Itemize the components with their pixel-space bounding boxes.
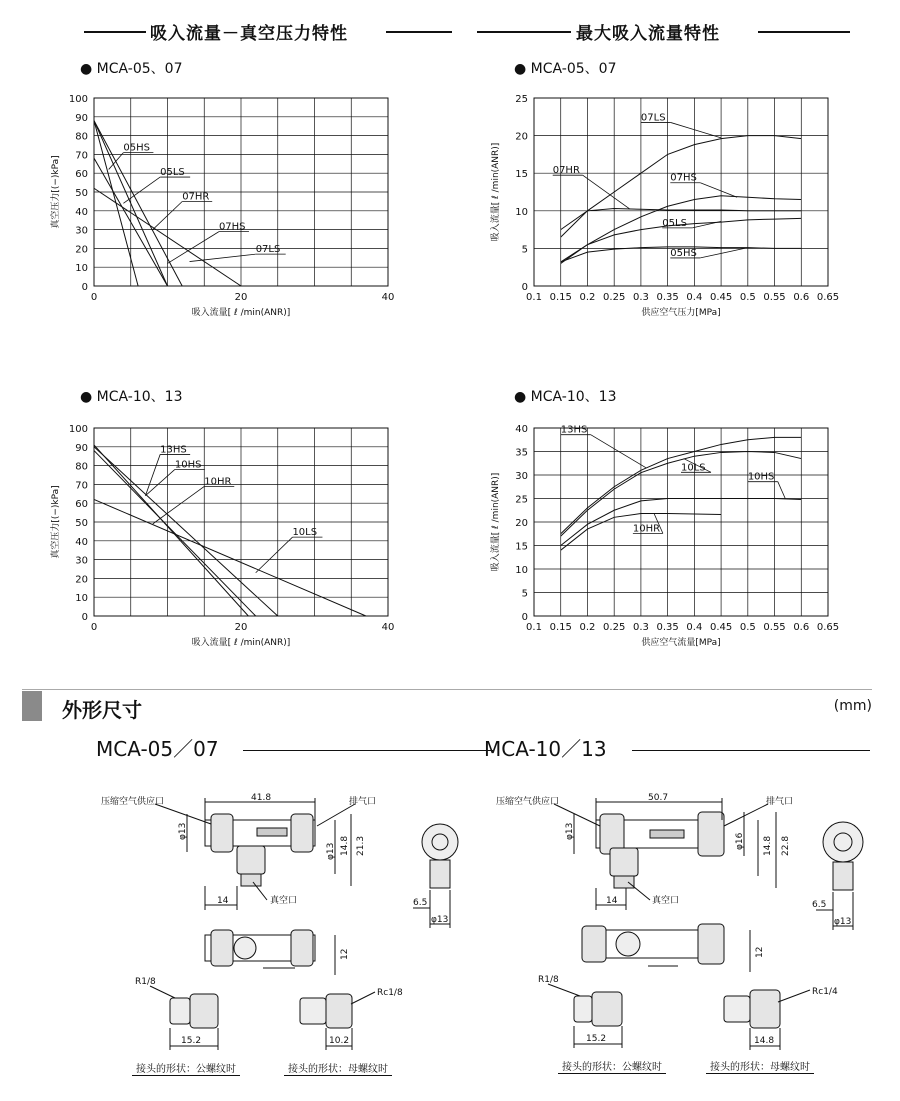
series-label-05ls: 05LS [662,217,687,229]
x-tick-label: 0.35 [656,292,679,303]
x-tick-label: 0.2 [579,292,596,303]
y-tick-label: 70 [75,480,88,492]
dim-height-a: 14.8 [763,835,773,856]
x-axis-label: 吸入流量[ ℓ /min(ANR)] [191,638,291,648]
y-axis-label: 真空压力[(−)kPa] [51,155,61,229]
x-tick-label: 0.55 [763,622,786,633]
label-leader [700,248,748,258]
dimension-drawing-1013 [488,790,868,1090]
series-label-10ls: 10LS [681,462,706,474]
female-length: 10.2 [329,1036,350,1046]
y-tick-label: 40 [75,206,88,218]
caption-male-0507: 接头的形状：公螺纹时 [132,1060,240,1076]
y-tick-label: 40 [75,536,88,548]
model-label-text: MCA-05、07 [96,61,183,77]
dim-side-phi: φ13 [834,917,852,927]
dim-offset: 14 [606,896,618,906]
model-title-1013: MCA-10／13 [484,737,607,761]
dim-height-a: 14.8 [340,835,350,856]
model-rule [243,750,493,751]
y-axis-label: 真空压力[(−)kPa] [51,485,61,559]
y-tick-label: 0 [521,612,528,623]
vacuum-chart-1013 [40,416,430,656]
dim-bottom: 12 [755,946,765,958]
x-tick-label: 0.6 [793,622,810,633]
female-thread-label: Rc1/8 [377,988,403,998]
female-thread-label: Rc1/4 [812,987,838,997]
y-tick-label: 80 [75,131,88,143]
y-tick-label: 10 [75,263,88,275]
series-label-05ls: 05LS [160,167,185,179]
dim-phi-left: φ13 [565,822,575,840]
series-label-07hs: 07HS [218,221,246,233]
dimension-drawing-0507 [95,790,475,1090]
dim-length: 41.8 [251,793,272,803]
dim-phi-left: φ13 [178,822,188,840]
y-tick-label: 30 [515,471,528,482]
section-marker [22,691,42,721]
caption-female-0507: 接头的形状：母螺纹时 [284,1060,392,1076]
x-axis-label: 供应空气流量[MPa] [641,638,721,648]
y-tick-label: 50 [75,188,88,199]
dim-offset: 14 [217,896,229,906]
male-thread-label: R1/8 [135,977,156,987]
x-tick-label: 0.1 [526,292,542,303]
label-exhaust-port: 排气口 [349,797,377,807]
section-title-vacuum: 吸入流量－真空压力特性 [150,24,348,44]
x-tick-label: 40 [381,292,395,303]
maxflow-chart-1013 [480,416,870,656]
y-axis-label: 吸入流量[ ℓ /min(ANR)] [491,142,501,242]
dim-side-phi: φ13 [431,915,449,925]
dim-side: 6.5 [413,898,428,908]
y-axis-label: 吸入流量[ ℓ /min(ANR)] [491,472,501,572]
series-label-07hs: 07HS [670,172,697,184]
series-label-10hr: 10HR [632,523,661,535]
series-label-07hr: 07HR [182,191,210,203]
y-tick-label: 10 [515,565,528,576]
vacuum-chart-0507 [40,86,430,326]
y-tick-label: 90 [75,112,88,124]
chart-model-label: ● MCA-10、13 [80,389,183,405]
title-rule-right-a [477,31,571,33]
y-tick-label: 80 [75,461,88,473]
series-label-13hs: 13HS [560,424,588,436]
x-tick-label: 0.35 [656,622,679,633]
x-tick-label: 0.5 [739,622,756,633]
x-tick-label: 0.45 [709,622,733,633]
title-rule-right-b [758,31,850,33]
chart-model-label: ● MCA-10、13 [514,389,617,405]
y-tick-label: 70 [75,150,88,162]
x-tick-label: 0.3 [632,622,649,633]
y-tick-label: 90 [75,442,88,454]
y-tick-label: 15 [515,169,528,181]
label-leader [700,183,737,198]
y-tick-label: 30 [75,555,88,567]
series-line-10hs [94,451,256,616]
x-axis-label: 吸入流量[ ℓ /min(ANR)] [191,308,291,318]
dimensions-title: 外形尺寸 [62,698,142,722]
series-label-10ls: 10LS [292,527,318,539]
male-thread-label: R1/8 [538,975,559,985]
y-tick-label: 100 [68,424,88,435]
series-label-07ls: 07LS [640,112,666,124]
y-tick-label: 20 [75,244,88,256]
x-tick-label: 0 [90,622,98,633]
model-label-text: MCA-05、07 [530,61,617,77]
caption-female-1013: 接头的形状：母螺纹时 [706,1058,814,1074]
x-tick-label: 0.4 [686,622,703,633]
x-tick-label: 0.15 [549,622,572,633]
label-vacuum-port: 真空口 [270,896,298,906]
x-tick-label: 0.45 [709,292,733,303]
dim-side: 6.5 [812,900,827,910]
label-supply-port: 压缩空气供应口 [101,797,165,807]
x-tick-label: 0.1 [526,622,542,633]
section-divider [22,689,872,690]
series-line-10ls [94,499,366,616]
x-tick-label: 0.2 [579,622,596,633]
x-tick-label: 0.55 [763,292,786,303]
label-leader [583,175,631,209]
series-label-07ls: 07LS [255,244,281,256]
x-tick-label: 20 [234,622,248,633]
series-label-05hs: 05HS [123,142,150,154]
series-label-13hs: 13HS [160,444,187,456]
caption-male-1013: 接头的形状：公螺纹时 [558,1058,666,1074]
x-tick-label: 0 [90,292,98,303]
title-rule-left-b [386,31,452,33]
label-supply-port: 压缩空气供应口 [496,797,560,807]
model-title-0507: MCA-05／07 [96,737,219,761]
x-tick-label: 0.5 [739,292,756,303]
y-tick-label: 0 [81,282,88,293]
model-label-text: MCA-10、13 [530,389,617,405]
series-label-10hs: 10HS [174,459,202,471]
chart-model-label: ● MCA-05、07 [514,61,617,77]
dim-length: 50.7 [648,793,669,803]
x-tick-label: 0.65 [816,622,840,633]
y-tick-label: 20 [515,131,528,143]
series-line-13hs [94,447,278,616]
x-tick-label: 40 [381,622,395,633]
y-tick-label: 35 [515,447,528,459]
dim-phi-right: φ16 [735,832,745,850]
label-leader [256,537,293,573]
x-tick-label: 0.6 [793,292,810,303]
y-tick-label: 20 [515,518,528,529]
title-rule-left-a [84,31,146,33]
label-leader [692,221,721,228]
y-tick-label: 0 [81,612,88,623]
x-tick-label: 0.25 [603,292,626,303]
y-tick-label: 50 [75,518,88,529]
dim-bottom: 12 [340,948,350,960]
series-label-10hs: 10HS [747,471,775,483]
unit-label: (mm) [833,698,872,714]
model-label-text: MCA-10、13 [96,389,183,405]
maxflow-chart-0507 [480,86,870,326]
dim-height-b: 22.8 [781,835,791,856]
series-label-05hs: 05HS [670,247,697,259]
dim-phi-right: φ13 [326,842,336,860]
x-tick-label: 20 [234,292,248,303]
label-leader [778,482,785,499]
y-tick-label: 25 [515,494,528,506]
y-tick-label: 10 [75,593,88,605]
chart-model-label: ● MCA-05、07 [80,61,183,77]
male-length: 15.2 [586,1034,607,1044]
dim-height-b: 21.3 [356,835,366,856]
label-vacuum-port: 真空口 [652,896,680,906]
x-tick-label: 0.65 [816,292,840,303]
y-tick-label: 20 [75,574,88,586]
label-leader [168,232,219,264]
x-tick-label: 0.3 [632,292,649,303]
model-rule [632,750,870,751]
y-tick-label: 15 [515,541,528,553]
y-tick-label: 30 [75,225,88,237]
y-tick-label: 25 [515,94,528,105]
series-label-07hr: 07HR [552,165,580,177]
y-tick-label: 60 [75,169,88,181]
y-tick-label: 40 [515,424,528,435]
label-exhaust-port: 排气口 [766,797,794,807]
series-line-10hr [94,445,248,616]
y-tick-label: 0 [521,282,528,293]
male-length: 15.2 [181,1036,202,1046]
y-tick-label: 10 [515,206,528,218]
x-axis-label: 供应空气压力[MPa] [641,308,721,318]
y-tick-label: 5 [521,588,528,600]
y-tick-label: 5 [521,244,528,256]
series-label-10hr: 10HR [204,476,232,488]
y-tick-label: 100 [68,94,88,105]
female-length: 14.8 [754,1036,775,1046]
x-tick-label: 0.25 [603,622,626,633]
label-leader [153,486,204,523]
x-tick-label: 0.15 [549,292,572,303]
y-tick-label: 60 [75,499,88,511]
x-tick-label: 0.4 [686,292,703,303]
section-title-maxflow: 最大吸入流量特性 [576,24,720,44]
